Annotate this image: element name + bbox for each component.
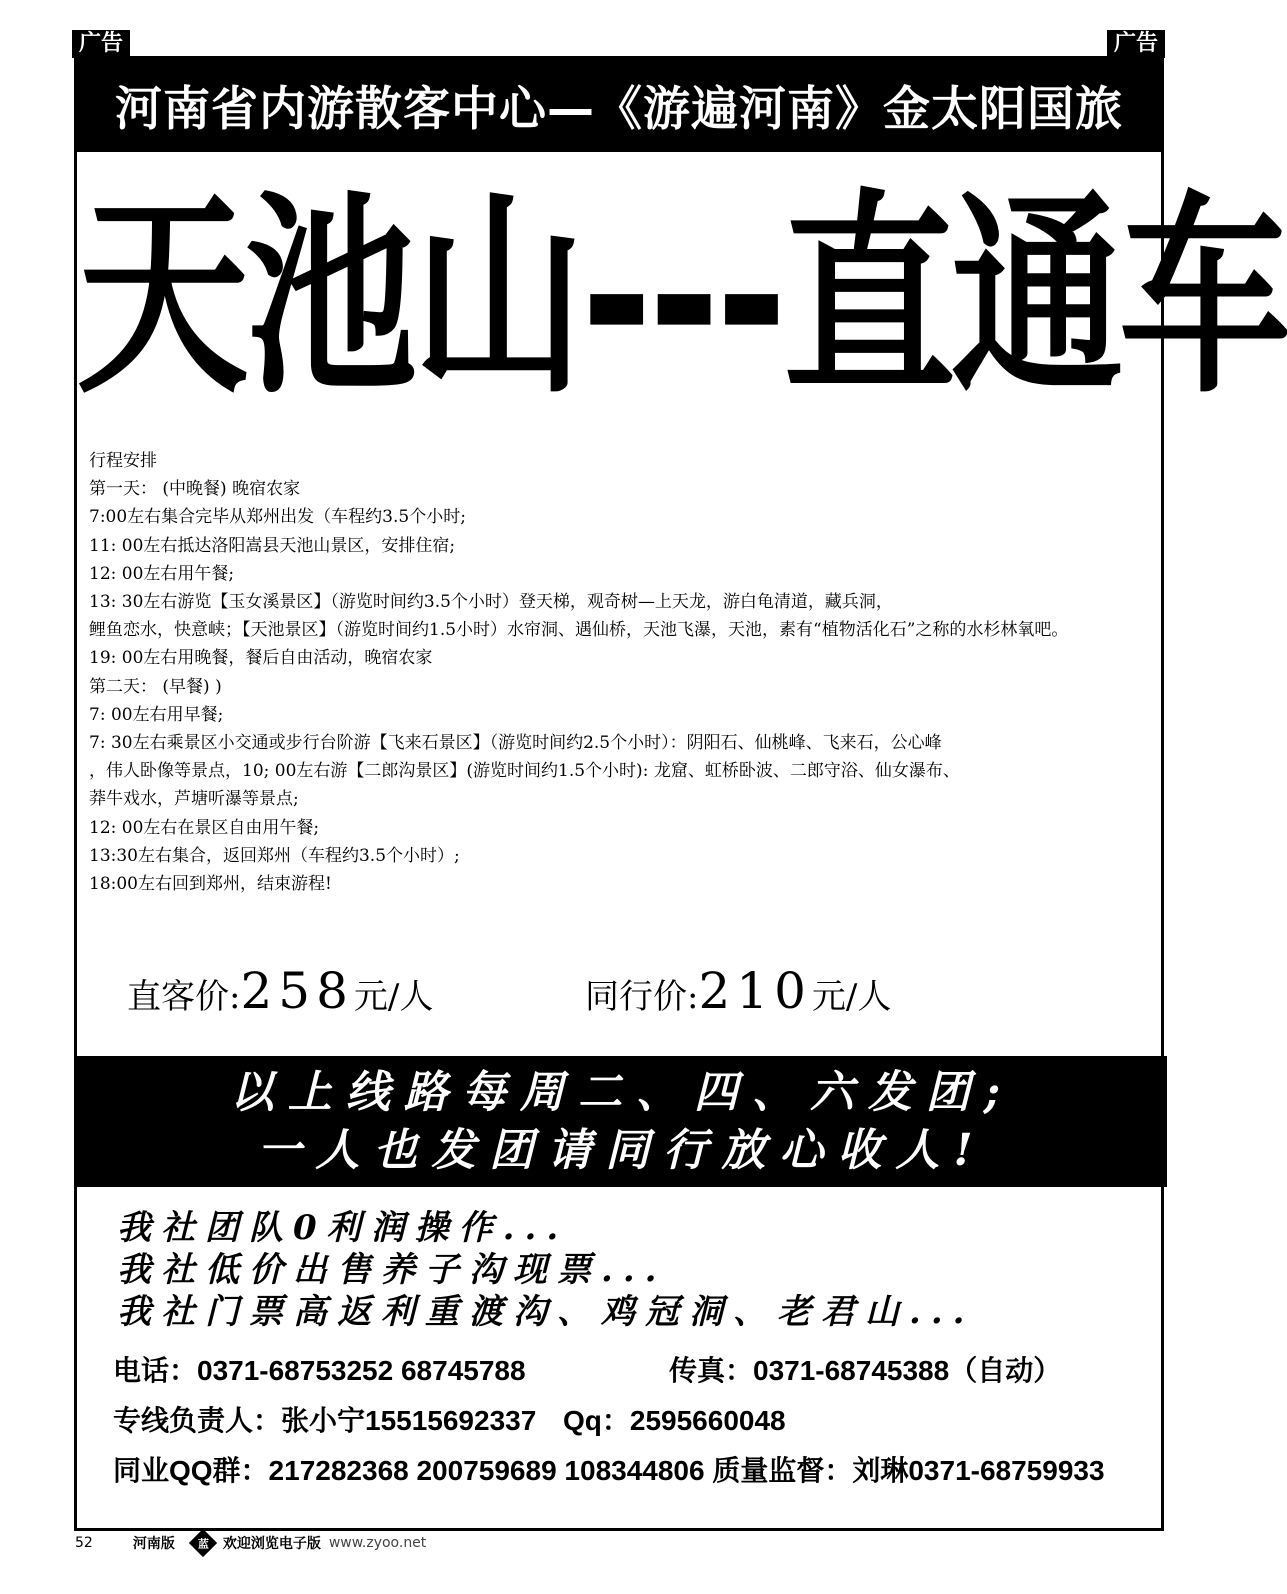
contact-row (113, 1349, 1153, 1399)
itinerary-line: 19: 00左右用晚餐，餐后自由活动，晚宿农家 (89, 648, 433, 669)
direct-price-value: 258 (240, 962, 354, 1020)
publisher-logo-icon: 蓝 (189, 1529, 217, 1557)
page-number: 52 (75, 1535, 93, 1551)
welcome-text: 欢迎浏览电子版 (222, 1536, 321, 1552)
direct-price-label: 直客价: (127, 977, 241, 1017)
itinerary (89, 447, 1159, 898)
site-url: www.zyoo.net (328, 1535, 427, 1551)
contact-row (113, 1399, 1153, 1449)
big-title: 天池山---直通车 (77, 171, 1287, 423)
qq-groups-text: 同业QQ群：217282368 200759689 108344806 质量监督：刘琳0371-68759933 (113, 1455, 1105, 1486)
itinerary-line: 7: 00左右用早餐; (89, 704, 224, 725)
header-title: 河南省内游散客中心—《游遍河南》金太阳国旅 (77, 59, 1161, 152)
ad-label-left: 广告 (72, 30, 130, 58)
phone-text: 电话：0371-68753252 68745788 (113, 1355, 526, 1386)
contact-row (113, 1449, 1153, 1499)
itinerary-line: 12: 00左右用午餐; (89, 563, 235, 584)
itinerary-line: 7: 30左右乘景区小交通或步行台阶游【飞来石景区】（游览时间约2.5个小时）：阴阳石、仙桃峰、飞来石，公心峰 (89, 733, 942, 754)
itinerary-line: 第一天： (中晚餐) 晚宿农家 (89, 479, 301, 500)
peer-price-unit: 元/人 (811, 977, 892, 1017)
page-footer (75, 1528, 426, 1558)
promo-list (117, 1207, 975, 1333)
promo-line: 我社门票高返利重渡沟、鸡冠洞、老君山... (117, 1292, 975, 1332)
itinerary-line: 莽牛戏水，芦塘听瀑等景点; (89, 789, 299, 810)
itinerary-line: ，伟人卧像等景点，10; 00左右游【二郎沟景区】(游览时间约1.5个小时): 龙窟、虹桥卧波、二郎守浴、仙女瀑布、 (89, 761, 960, 782)
peer-price (585, 962, 891, 1020)
itinerary-line: 11: 00左右抵达洛阳嵩县天池山景区，安排住宿; (89, 535, 456, 556)
peer-price-label: 同行价: (585, 977, 699, 1017)
itinerary-line: 18:00左右回到郑州，结束游程! (89, 874, 332, 895)
peer-price-value: 210 (698, 962, 812, 1020)
itinerary-line: 13: 30左右游览【玉女溪景区】（游览时间约3.5个小时）登天梯，观奇树—上天龙，游白龟清道，藏兵洞， (89, 592, 893, 613)
ad-label-right: 广告 (1107, 30, 1165, 58)
banner-line-2: 一人也发团请同行放心收人! (257, 1125, 987, 1176)
ad-frame (74, 56, 1287, 1531)
itinerary-line: 第二天： (早餐) ) (89, 676, 222, 697)
promo-line: 我社团队0利润操作... (117, 1208, 569, 1248)
itinerary-line: 12: 00左右在景区自由用午餐; (89, 817, 320, 838)
fax-text: 传真：0371-68745388（自动） (669, 1355, 1062, 1386)
manager-text: 专线负责人：张小宁15515692337 (113, 1405, 537, 1436)
itinerary-line: 13:30左右集合，返回郑州（车程约3.5个小时）; (89, 845, 460, 866)
edition-label: 河南版 (132, 1536, 175, 1552)
schedule-banner (77, 1056, 1167, 1187)
prices (127, 962, 1127, 1032)
contact-info (113, 1349, 1153, 1499)
itinerary-line: 鲤鱼恋水，快意峡；【天池景区】（游览时间约1.5小时）水帘洞、遇仙桥，天池飞瀑，天池，素有“植物活化石”之称的水杉林氧吧。 (89, 620, 1069, 641)
direct-price-unit: 元/人 (353, 977, 434, 1017)
banner-line-1: 以上线路每周二、四、六发团; (229, 1067, 1015, 1118)
itinerary-line: 7:00左右集合完毕从郑州出发（车程约3.5个小时; (89, 507, 466, 528)
itinerary-line: 行程安排 (89, 451, 157, 471)
qq-text: Qq：2595660048 (563, 1405, 786, 1436)
promo-line: 我社低价出售养子沟现票... (117, 1250, 667, 1290)
direct-price (127, 962, 433, 1020)
